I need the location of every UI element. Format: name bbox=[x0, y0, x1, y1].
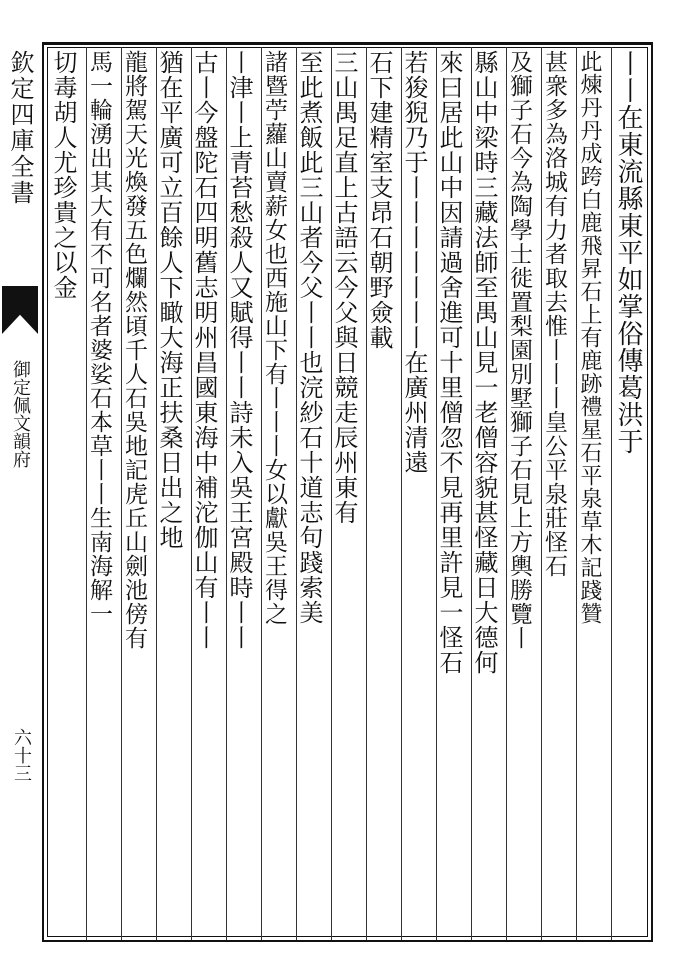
text-column: 此煉丹丹成跨白鹿飛昇石上有鹿跡禮星石平泉草木記踐贊 bbox=[577, 50, 602, 625]
text-column: 至此煮飯此三山者今父丨丨也浣紗石十道志句踐索美 bbox=[295, 50, 323, 625]
text-column: 及獅子石今為陶學士徙置梨園別墅獅子石見上方輿勝覽丨 bbox=[506, 50, 532, 650]
text-column: 切毒胡人尤珍貴之以金 bbox=[49, 50, 77, 300]
text-column: 若狻猊乃于丨丨丨丨丨丨丨在廣州清遠 bbox=[400, 50, 428, 475]
volume-title: 御定佩文韻府 bbox=[10, 360, 31, 468]
text-column: 縣山中梁時三藏法師至禺山見一老僧容貌甚怪藏日大德何 bbox=[470, 50, 498, 675]
text-column: 甚衆多為洛城有力者取去惟丨丨丨皇公平泉莊怪石 bbox=[541, 50, 567, 578]
text-column: 來曰居此山中因請過舍進可十里僧忽不見再里許見一怪石 bbox=[435, 50, 463, 675]
top-rule bbox=[42, 42, 653, 45]
text-column: 三山禺足直上古語云今父與日競走辰州東有 bbox=[330, 50, 358, 525]
text-column: 石下建精室支昂石朝野僉載 bbox=[365, 50, 393, 350]
text-column: 諸暨苧蘿山賣薪女也西施山下有丨丨丨女以獻吳王得之 bbox=[261, 50, 287, 626]
text-column: 馬一輪湧出其大有不可名者婆娑石本草丨丨生南海解一 bbox=[86, 50, 112, 626]
folio-number: 六十三 bbox=[11, 728, 32, 782]
book-title: 欽定四庫全書 bbox=[6, 50, 34, 206]
text-column: 猶在平廣可立百餘人下瞰大海正扶桑日出之地 bbox=[155, 50, 183, 550]
text-column: 龍將駕天光煥發五色爛然頃千人石吳地記虎丘山劍池傍有 bbox=[121, 50, 147, 650]
text-column: 古丨今盤陀石四明舊志明州昌國東海中補沱伽山有丨丨 bbox=[190, 50, 218, 650]
text-column: 丨丨在東流縣東平如掌俗傳葛洪于 bbox=[613, 50, 643, 455]
text-column: 丨津丨上青苔愁殺人又賦得丨丨詩未入吳王宮殿時丨丨 bbox=[225, 50, 253, 650]
